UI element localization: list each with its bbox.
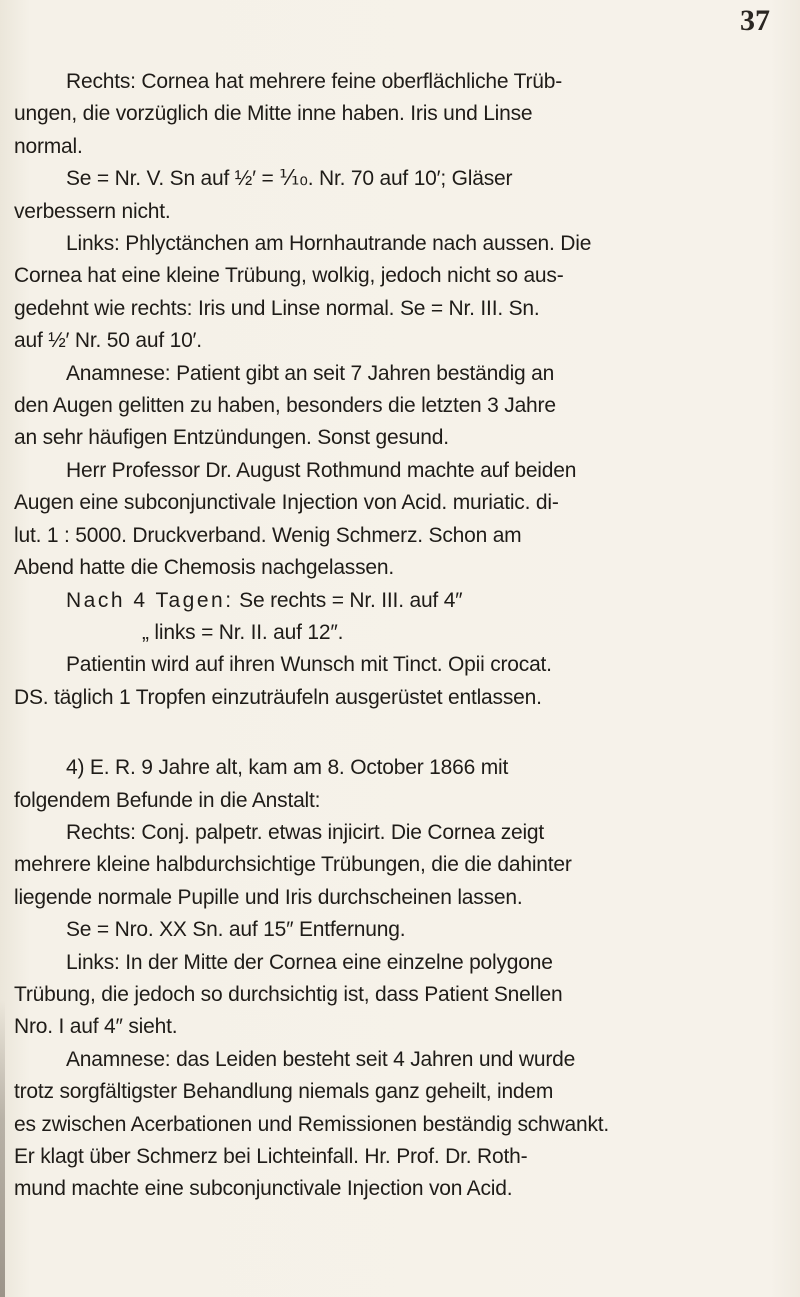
text-line: „ links = Nr. II. auf 12″. — [142, 620, 344, 644]
body-text — [14, 66, 754, 1206]
paragraph-links-polygone — [14, 947, 754, 1044]
page-number: 37 — [740, 4, 770, 37]
text-line: den Augen gelitten zu haben, besonders die letzten 3 Jahre — [14, 394, 556, 418]
text-line: Abend hatte die Chemosis nachgelassen. — [14, 556, 394, 580]
paragraph-se-nro-xx — [14, 914, 754, 946]
page-edge-shadow — [0, 1000, 5, 1297]
text-line: Nro. I auf 4″ sieht. — [14, 1015, 178, 1039]
paragraph-anamnese-1 — [14, 358, 754, 455]
spaced-heading: Nach 4 Tagen: — [66, 588, 234, 612]
text-line: liegende normale Pupille und Iris durchscheinen lassen. — [14, 885, 523, 909]
text-line: Trübung, die jedoch so durchsichtig ist, dass Patient Snellen — [14, 982, 563, 1006]
paragraph-se-nr-v — [14, 163, 754, 228]
text-line: Rechts: Cornea hat mehrere feine oberflächliche Trüb- — [66, 70, 562, 93]
paragraph-patientin — [14, 649, 754, 714]
text-line: an sehr häufigen Entzündungen. Sonst gesund. — [14, 426, 449, 450]
text-line: DS. täglich 1 Tropfen einzuträufeln ausgerüstet entlassen. — [14, 685, 542, 709]
paragraph-nach-4-tagen — [14, 585, 754, 650]
text-line: Anamnese: Patient gibt an seit 7 Jahren beständig an — [66, 361, 555, 385]
text-line: Rechts: Conj. palpetr. etwas injicirt. Die Cornea zeigt — [66, 820, 545, 844]
text-line: Links: Phlyctänchen am Hornhautrande nach aussen. Die — [66, 232, 592, 256]
text-line: lut. 1 : 5000. Druckverband. Wenig Schmerz. Schon am — [14, 523, 522, 547]
paragraph-anamnese-2 — [14, 1044, 754, 1206]
text-line: Links: In der Mitte der Cornea eine einzelne polygone — [66, 950, 553, 974]
text-line: ungen, die vorzüglich die Mitte inne haben. Iris und Linse — [14, 102, 533, 126]
text-line: Augen eine subconjunctivale Injection von Acid. muriatic. di- — [14, 491, 559, 515]
text-line: es zwischen Acerbationen und Remissionen beständig schwankt. — [14, 1112, 610, 1136]
text-line — [14, 585, 754, 617]
paragraph-links-phlyct — [14, 228, 754, 358]
text-line: Se = Nro. XX Sn. auf 15″ Entfernung. — [66, 918, 406, 942]
paragraph-case-4 — [14, 752, 754, 817]
text-line: Se = Nr. V. Sn auf ½′ = ⅒. Nr. 70 auf 10′; Gläser — [66, 167, 513, 191]
text-line: Anamnese: das Leiden besteht seit 4 Jahren und wurde — [66, 1047, 576, 1071]
text-line: trotz sorgfältigster Behandlung niemals ganz geheilt, indem — [14, 1080, 554, 1104]
text-line: Herr Professor Dr. August Rothmund machte auf beiden — [66, 458, 577, 482]
text-line: folgendem Befunde in die Anstalt: — [14, 788, 321, 812]
text-fragment: Se rechts = Nr. III. auf 4″ — [233, 588, 463, 612]
paragraph-rothmund-1 — [14, 455, 754, 585]
text-line: Patientin wird auf ihren Wunsch mit Tinct. Opii crocat. — [66, 653, 552, 677]
text-line: verbessern nicht. — [14, 199, 171, 223]
text-line: mund machte eine subconjunctivale Injection von Acid. — [14, 1177, 513, 1201]
text-line: mehrere kleine halbdurchsichtige Trübungen, die die dahinter — [14, 853, 572, 877]
text-line: Cornea hat eine kleine Trübung, wolkig, jedoch nicht so aus- — [14, 264, 564, 288]
text-line: gedehnt wie rechts: Iris und Linse normal. Se = Nr. III. Sn. — [14, 296, 540, 320]
paragraph-rechts-conj — [14, 817, 754, 914]
text-line: 4) E. R. 9 Jahre alt, kam am 8. October 1866 mit — [66, 756, 509, 780]
text-line: auf ½′ Nr. 50 auf 10′. — [14, 329, 202, 353]
text-line: Er klagt über Schmerz bei Lichteinfall. Hr. Prof. Dr. Roth- — [14, 1145, 528, 1168]
paragraph-rechts-cornea — [14, 66, 754, 163]
section-gap — [14, 714, 754, 752]
text-line: normal. — [14, 134, 83, 158]
